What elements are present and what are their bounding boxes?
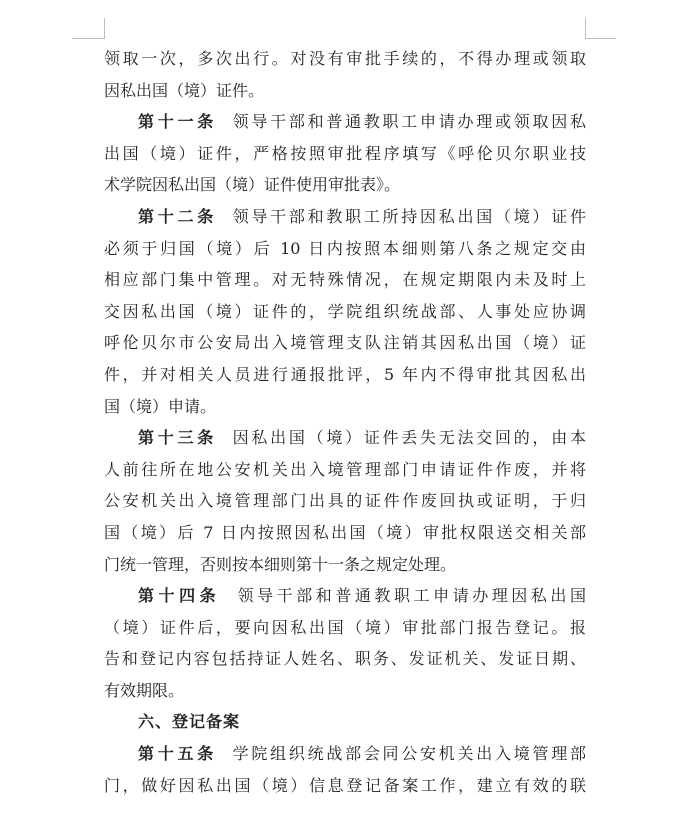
text-line — [104, 233, 586, 265]
text-line — [104, 643, 586, 675]
line-text: 人前往所在地公安机关出入境管理部门申请证件作废，并将 — [104, 459, 586, 479]
line-text: 公安机关出入境管理部门出具的证件作废回执或证明，于归 — [104, 491, 586, 511]
text-line — [104, 106, 586, 138]
text-line — [104, 675, 586, 707]
line-text: 因私出国（境）证件丢失无法交回的，由本 — [216, 428, 586, 448]
line-text: 交因私出国（境）证件的，学院组织统战部、人事处应协调 — [104, 301, 586, 321]
line-text: 因私出国（境）证件。 — [104, 80, 265, 100]
line-text: 门，做好因私出国（境）信息登记备案工作，建立有效的联 — [104, 775, 586, 795]
text-line — [104, 770, 586, 802]
text-line — [104, 391, 586, 423]
line-text: 领导干部和教职工所持因私出国（境）证件 — [216, 206, 586, 226]
line-text: 领导干部和普通教职工申请办理或领取因私 — [216, 112, 586, 132]
text-line — [104, 738, 586, 770]
document-body — [104, 43, 586, 801]
text-line — [104, 549, 586, 581]
text-line — [104, 296, 586, 328]
article-number: 第十五条 — [138, 744, 217, 764]
line-text: 术学院因私出国（境）证件使用审批表》。 — [104, 175, 401, 195]
line-text: 告和登记内容包括持证人姓名、职务、发证机关、发证日期、 — [104, 649, 586, 669]
text-line — [104, 517, 586, 549]
text-line — [104, 264, 586, 296]
article-number: 第十一条 — [138, 112, 217, 132]
line-text: 领取一次，多次出行。对没有审批手续的，不得办理或领取 — [104, 49, 586, 68]
text-line — [104, 580, 586, 612]
text-line — [104, 454, 586, 486]
line-text: 领导干部和普通教职工申请办理因私出国 — [220, 586, 586, 606]
article-number: 第十四条 — [138, 586, 221, 606]
text-line — [104, 612, 586, 644]
line-text: 国（境）后 7 日内按照因私出国（境）审批权限送交相关部 — [104, 522, 586, 542]
article-number: 第十二条 — [138, 206, 217, 226]
text-line — [104, 485, 586, 517]
line-text: 相应部门集中管理。对无特殊情况，在规定期限内未及时上 — [104, 270, 586, 290]
text-line — [104, 43, 586, 75]
text-line — [104, 201, 586, 233]
line-text: （境）证件后，要向因私出国（境）审批部门报告登记。报 — [104, 617, 586, 637]
text-line — [104, 169, 586, 201]
line-text: 必须于归国（境）后 10 日内按照本细则第八条之规定交由 — [104, 238, 586, 258]
top-left-margin-mark — [72, 18, 105, 39]
top-right-margin-mark — [585, 18, 616, 39]
article-number: 第十三条 — [138, 428, 217, 448]
text-line — [104, 422, 586, 454]
line-text: 呼伦贝尔市公安局出入境管理支队注销其因私出国（境）证 — [104, 333, 586, 353]
line-text: 有效期限。 — [104, 680, 185, 700]
section-heading: 六、登记备案 — [138, 712, 241, 732]
line-text: 件，并对相关人员进行通报批评，5 年内不得审批其因私出 — [104, 364, 586, 384]
text-line — [104, 327, 586, 359]
line-text: 国（境）申请。 — [104, 396, 217, 416]
text-line — [104, 138, 586, 170]
line-text: 门统一管理，否则按本细则第十一条之规定处理。 — [104, 554, 457, 574]
line-text: 出国（境）证件，严格按照审批程序填写《呼伦贝尔职业技 — [104, 143, 586, 163]
line-text: 学院组织统战部会同公安机关出入境管理部 — [216, 744, 586, 764]
text-line — [104, 75, 586, 107]
text-line — [104, 359, 586, 391]
